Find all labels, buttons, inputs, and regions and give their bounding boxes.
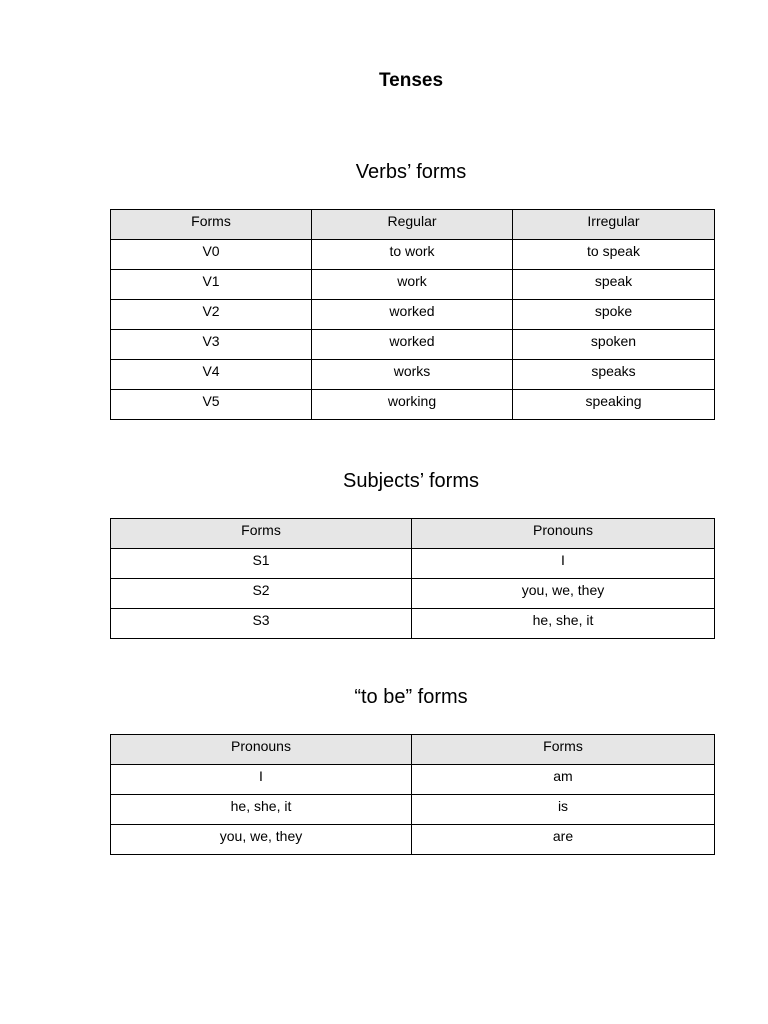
column-header: Irregular xyxy=(513,210,715,240)
tobe-table xyxy=(110,734,715,855)
page-title: Tenses xyxy=(378,70,444,91)
table-cell: to work xyxy=(312,240,513,270)
table-cell: speak xyxy=(513,270,715,300)
table-cell: I xyxy=(111,765,412,795)
tobe-heading: “to be” forms xyxy=(354,686,468,708)
column-header: Forms xyxy=(111,210,312,240)
table-cell: V5 xyxy=(111,390,312,420)
table-cell: you, we, they xyxy=(111,825,412,855)
table-cell: are xyxy=(412,825,715,855)
table-header-row xyxy=(111,519,715,549)
table-cell: to speak xyxy=(513,240,715,270)
table-cell: he, she, it xyxy=(111,795,412,825)
table-cell: speaking xyxy=(513,390,715,420)
table-cell: he, she, it xyxy=(412,609,715,639)
table-cell: am xyxy=(412,765,715,795)
table-cell: V3 xyxy=(111,330,312,360)
subjects-heading: Subjects’ forms xyxy=(343,470,479,492)
column-header: Pronouns xyxy=(412,519,715,549)
table-cell: worked xyxy=(312,300,513,330)
column-header: Pronouns xyxy=(111,735,412,765)
table-cell: S1 xyxy=(111,549,412,579)
verbs-table xyxy=(110,209,715,420)
table-row xyxy=(111,390,715,420)
table-cell: spoken xyxy=(513,330,715,360)
table-cell: is xyxy=(412,795,715,825)
table-cell: worked xyxy=(312,330,513,360)
column-header: Regular xyxy=(312,210,513,240)
subjects-table xyxy=(110,518,715,639)
table-cell: V1 xyxy=(111,270,312,300)
table-row xyxy=(111,330,715,360)
column-header: Forms xyxy=(412,735,715,765)
table-cell: working xyxy=(312,390,513,420)
table-cell: you, we, they xyxy=(412,579,715,609)
table-cell: spoke xyxy=(513,300,715,330)
table-cell: I xyxy=(412,549,715,579)
table-cell: V0 xyxy=(111,240,312,270)
table-row xyxy=(111,609,715,639)
table-header-row xyxy=(111,210,715,240)
table-row xyxy=(111,270,715,300)
table-cell: work xyxy=(312,270,513,300)
table-cell: V4 xyxy=(111,360,312,390)
table-row xyxy=(111,300,715,330)
column-header: Forms xyxy=(111,519,412,549)
table-row xyxy=(111,549,715,579)
table-cell: V2 xyxy=(111,300,312,330)
table-row xyxy=(111,360,715,390)
verbs-heading: Verbs’ forms xyxy=(355,161,467,183)
table-cell: S3 xyxy=(111,609,412,639)
table-cell: works xyxy=(312,360,513,390)
table-header-row xyxy=(111,735,715,765)
table-cell: S2 xyxy=(111,579,412,609)
table-cell: speaks xyxy=(513,360,715,390)
table-row xyxy=(111,765,715,795)
table-row xyxy=(111,825,715,855)
table-row xyxy=(111,579,715,609)
table-row xyxy=(111,240,715,270)
table-row xyxy=(111,795,715,825)
